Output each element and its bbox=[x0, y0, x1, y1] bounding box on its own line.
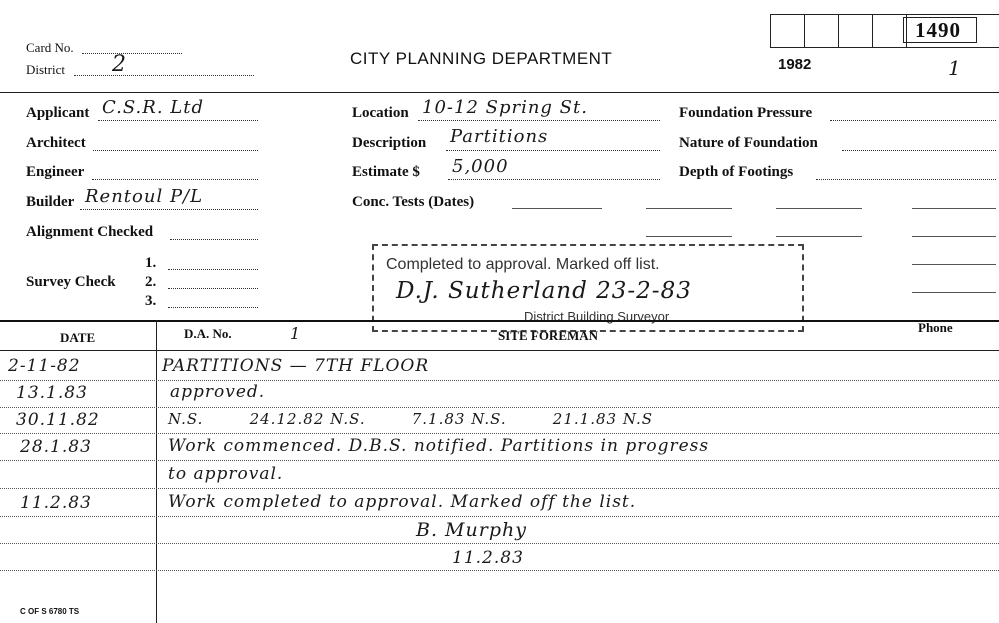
conc-line bbox=[912, 236, 996, 237]
conc-tests-label: Conc. Tests (Dates) bbox=[352, 194, 475, 210]
row-entry: Work completed to approval. Marked off the list. bbox=[168, 492, 637, 512]
description-line bbox=[446, 150, 660, 151]
row-rule bbox=[0, 460, 999, 461]
builder-value: Rentoul P/L bbox=[85, 186, 204, 207]
depth-footings-label: Depth of Footings bbox=[679, 164, 794, 180]
row-date: 2-11-82 bbox=[8, 356, 81, 376]
form-code: C OF S 6780 TS bbox=[20, 607, 80, 616]
header-divider bbox=[0, 92, 999, 93]
survey-2-line bbox=[168, 288, 258, 289]
applicant-value: C.S.R. Ltd bbox=[102, 97, 204, 118]
row-rule bbox=[0, 488, 999, 489]
survey-1-line bbox=[168, 269, 258, 270]
nature-foundation-line bbox=[842, 150, 996, 151]
builder-label: Builder bbox=[26, 194, 75, 210]
builder-line bbox=[80, 209, 258, 210]
stamp-signature: D.J. Sutherland 23-2-83 bbox=[396, 278, 692, 304]
location-line bbox=[418, 120, 660, 121]
row-entry: approved. bbox=[170, 382, 266, 402]
row-entry: N.S. 24.12.82 N.S. 7.1.83 N.S. 21.1.83 N.S bbox=[168, 410, 654, 428]
row-entry: Work commenced. D.B.S. notified. Partitions in progress bbox=[168, 436, 710, 456]
survey-2-label: 2. bbox=[145, 274, 157, 290]
engineer-label: Engineer bbox=[26, 164, 85, 180]
conc-line bbox=[646, 236, 732, 237]
district-label: District bbox=[26, 62, 65, 77]
foundation-pressure-line bbox=[830, 120, 996, 121]
date-header: DATE bbox=[60, 330, 96, 345]
row-date: 13.1.83 bbox=[16, 383, 88, 403]
row-rule bbox=[0, 543, 999, 544]
location-label: Location bbox=[352, 105, 409, 121]
site-foreman-header: SITE FOREMAN bbox=[498, 328, 599, 343]
architect-line bbox=[93, 150, 258, 151]
estimate-label: Estimate $ bbox=[352, 164, 420, 180]
row-date: 28.1.83 bbox=[20, 437, 92, 457]
conc-line bbox=[912, 208, 996, 209]
applicant-label: Applicant bbox=[26, 105, 90, 121]
box-divider bbox=[872, 15, 873, 47]
alignment-label: Alignment Checked bbox=[26, 224, 154, 240]
card-number-boxes bbox=[770, 14, 999, 48]
row-entry: B. Murphy bbox=[416, 519, 527, 541]
date-column-divider bbox=[156, 320, 157, 623]
survey-1-label: 1. bbox=[145, 255, 157, 271]
survey-label: Survey Check bbox=[26, 274, 116, 290]
sequence-mark: 1 bbox=[948, 56, 962, 80]
table-header-rule bbox=[0, 350, 999, 351]
row-rule bbox=[0, 380, 999, 381]
survey-3-line bbox=[168, 307, 258, 308]
conc-line bbox=[912, 264, 996, 265]
applicant-line bbox=[98, 120, 258, 121]
da-no-header: D.A. No. bbox=[184, 326, 232, 341]
box-divider bbox=[838, 15, 839, 47]
stamp-line-1: Completed to approval. Marked off list. bbox=[386, 256, 660, 273]
card-no-label: Card No. bbox=[26, 40, 74, 55]
table-top-rule bbox=[0, 320, 999, 322]
foundation-pressure-label: Foundation Pressure bbox=[679, 105, 813, 121]
nature-foundation-label: Nature of Foundation bbox=[679, 135, 818, 151]
conc-line bbox=[776, 208, 862, 209]
row-entry: PARTITIONS — 7TH FLOOR bbox=[162, 356, 430, 376]
row-date: 30.11.82 bbox=[16, 410, 100, 430]
district-line bbox=[74, 75, 254, 76]
alignment-line bbox=[170, 239, 258, 240]
description-value: Partitions bbox=[450, 126, 549, 147]
conc-line bbox=[776, 236, 862, 237]
phone-header: Phone bbox=[918, 320, 953, 335]
box-divider bbox=[804, 15, 805, 47]
row-rule bbox=[0, 407, 999, 408]
estimate-line bbox=[448, 179, 660, 180]
da-no-value: 1 bbox=[290, 324, 302, 343]
engineer-line bbox=[92, 179, 258, 180]
row-date: 11.2.83 bbox=[20, 493, 92, 513]
page-title: CITY PLANNING DEPARTMENT bbox=[350, 49, 613, 68]
conc-line bbox=[646, 208, 732, 209]
conc-line bbox=[912, 292, 996, 293]
row-rule bbox=[0, 516, 999, 517]
row-entry: 11.2.83 bbox=[452, 548, 524, 568]
survey-3-label: 3. bbox=[145, 293, 157, 309]
location-value: 10-12 Spring St. bbox=[422, 97, 588, 118]
completion-stamp bbox=[372, 244, 804, 332]
row-rule bbox=[0, 433, 999, 434]
year: 1982 bbox=[778, 56, 812, 73]
district-value: 2 bbox=[112, 52, 127, 77]
conc-line bbox=[512, 208, 602, 209]
row-entry: to approval. bbox=[168, 464, 284, 484]
card-no-line bbox=[82, 53, 182, 54]
row-rule bbox=[0, 570, 999, 571]
depth-footings-line bbox=[816, 179, 996, 180]
card-number: 1490 bbox=[915, 18, 961, 42]
description-label: Description bbox=[352, 135, 427, 151]
architect-label: Architect bbox=[26, 135, 86, 151]
estimate-value: 5,000 bbox=[452, 156, 509, 177]
stamp-line-3: District Building Surveyor bbox=[524, 309, 670, 324]
